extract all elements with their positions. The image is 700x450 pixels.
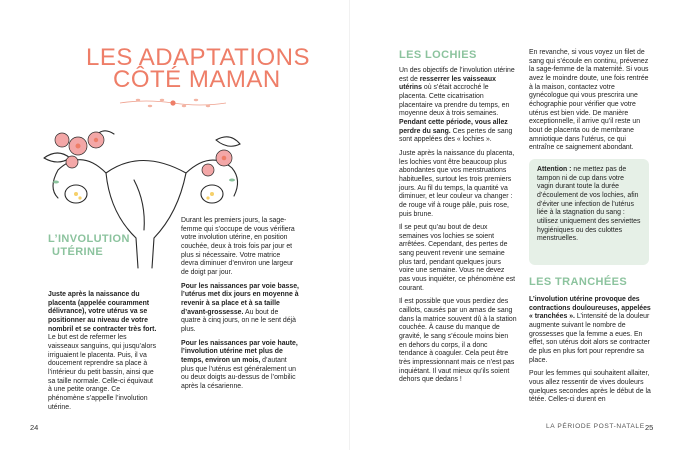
page-title-line1: LES ADAPTATIONS xyxy=(86,44,311,71)
paragraph: Juste après la naissance du placenta (appelée couramment délivrance), votre utérus va se positionner au niveau de votre nombril et se contracter très fort. Le but est de refermer les vaisseaux sanguins, qui jusqu’alors irriguaient le placenta. Puis, il va doucement reprendre sa place à l’intérieur du petit bassin, ainsi que sa taille normale. Celle-ci équivaut à une petite orange. Ce phénomène s’appelle l’involution utérine. xyxy=(48,291,157,411)
left-column-2 xyxy=(181,217,299,396)
page-title-line2: CÔTÉ MAMAN xyxy=(113,66,281,93)
paragraph: Pour les naissances par voie basse, l’utérus met dix jours en moyenne à revenir à sa place et à sa taille d’avant-grossesse. Au bout de quatre à cinq jours, on ne le sent déjà plus. xyxy=(181,282,299,333)
right-column-1 xyxy=(399,67,517,390)
paragraph: L’involution utérine provoque des contractions douloureuses, appelées « tranchées ». L’intensité de la douleur augmente suivant le nombre de grossesses que la femme a eues. En effet, son utérus doit alors se contracter de plus en plus fort pour reprendre sa place. xyxy=(529,296,651,364)
page-number-right: 25 xyxy=(645,423,654,432)
paragraph: Il se peut qu’au bout de deux semaines vos lochies se soient arrêtées. Cependant, des pertes de sang peuvent revenir une semaine plus tard, pendant quelques jours voire une semaine. Vous ne devez pas vous inquiéter, ce phénomène est courant. xyxy=(399,224,516,292)
paragraph: Pour les naissances par voie haute, l’involution utérine met plus de temps, environ un mois, d’autant plus que l’utérus est généralement un ou deux doigts au-dessus de l’ombilic après la césarienne. xyxy=(181,339,298,390)
running-head: LA PÉRIODE POST-NATALE xyxy=(546,423,645,430)
left-column-1 xyxy=(48,291,158,417)
section-title-involution: L’INVOLUTION UTÉRINE xyxy=(48,233,130,258)
attention-callout-text: Attention : ne mettez pas de tampon ni de cup dans votre vagin durant toute la durée d’écoulement de vos lochies, afin d’éviter une infection de l’utérus liée à la stagnation du sang : utilisez uniquement des serviettes hygiéniques ou des culottes menstruelles. xyxy=(537,166,641,243)
paragraph: Juste après la naissance du placenta, les lochies vont être beaucoup plus abondantes que vos menstruations habituelles, surtout les trois premiers jours. Au fil du temps, la quantité va diminuer, et leur couleur va changer : de rouge vif à rouge pâle, puis rose, puis brune. xyxy=(399,149,515,218)
page-number-left: 24 xyxy=(30,423,39,432)
section-title-tranchees: LES TRANCHÉES xyxy=(529,276,628,288)
right-column-2 xyxy=(529,49,651,158)
section-title-lochies: LES LOCHIES xyxy=(399,49,477,61)
paragraph: En revanche, si vous voyez un filet de sang qui s’écoule en continu, prévenez la sage-femme de la maternité. Si vous avez le moindre doute, une fois rentrée à la maison, contactez votre gynécologue qui vous prescrira une échographie pour vérifier que votre utérus est bien vide. De manière exceptionnelle, il arrive qu’il reste un bout de placenta ou de membrane amniotique dans l’utérus, ce qui entraîne ce saignement abondant. xyxy=(529,49,649,152)
paragraph: Il est possible que vous perdiez des caillots, causés par un amas de sang dans la matrice souvent dû à la station couchée. À cause du manque de gravité, le sang s’écoule moins bien en dehors du corps, il a donc tendance à coaguler. Cela peut être très impressionnant mais ce n’est pas inquiétant. Il vaut mieux qu’ils soient dehors que dedans ! xyxy=(399,298,517,384)
paragraph: Durant les premiers jours, la sage-femme qui s’occupe de vous vérifiera votre involution utérine, en position couchée, deux à trois fois par jour et plus si nécessaire. Votre matrice devra diminuer d’environ une largeur de doigt par jour. xyxy=(181,217,295,276)
floral-divider-icon xyxy=(118,94,228,112)
paragraph: Un des objectifs de l’involution utérine est de resserrer les vaisseaux utérins où s’était accroché le placenta. Cette cicatrisation placentaire va prendre du temps, en moyenne deux à trois semaines. Pendant cette période, vous allez perdre du sang. Ces pertes de sang sont appelées des « lochies ». xyxy=(399,67,515,144)
paragraph: Pour les femmes qui souhaitent allaiter, vous allez ressentir de vives douleurs quelques secondes après le début de la tétée. Celles-ci durent en xyxy=(529,370,651,404)
right-column-2b xyxy=(529,296,651,410)
